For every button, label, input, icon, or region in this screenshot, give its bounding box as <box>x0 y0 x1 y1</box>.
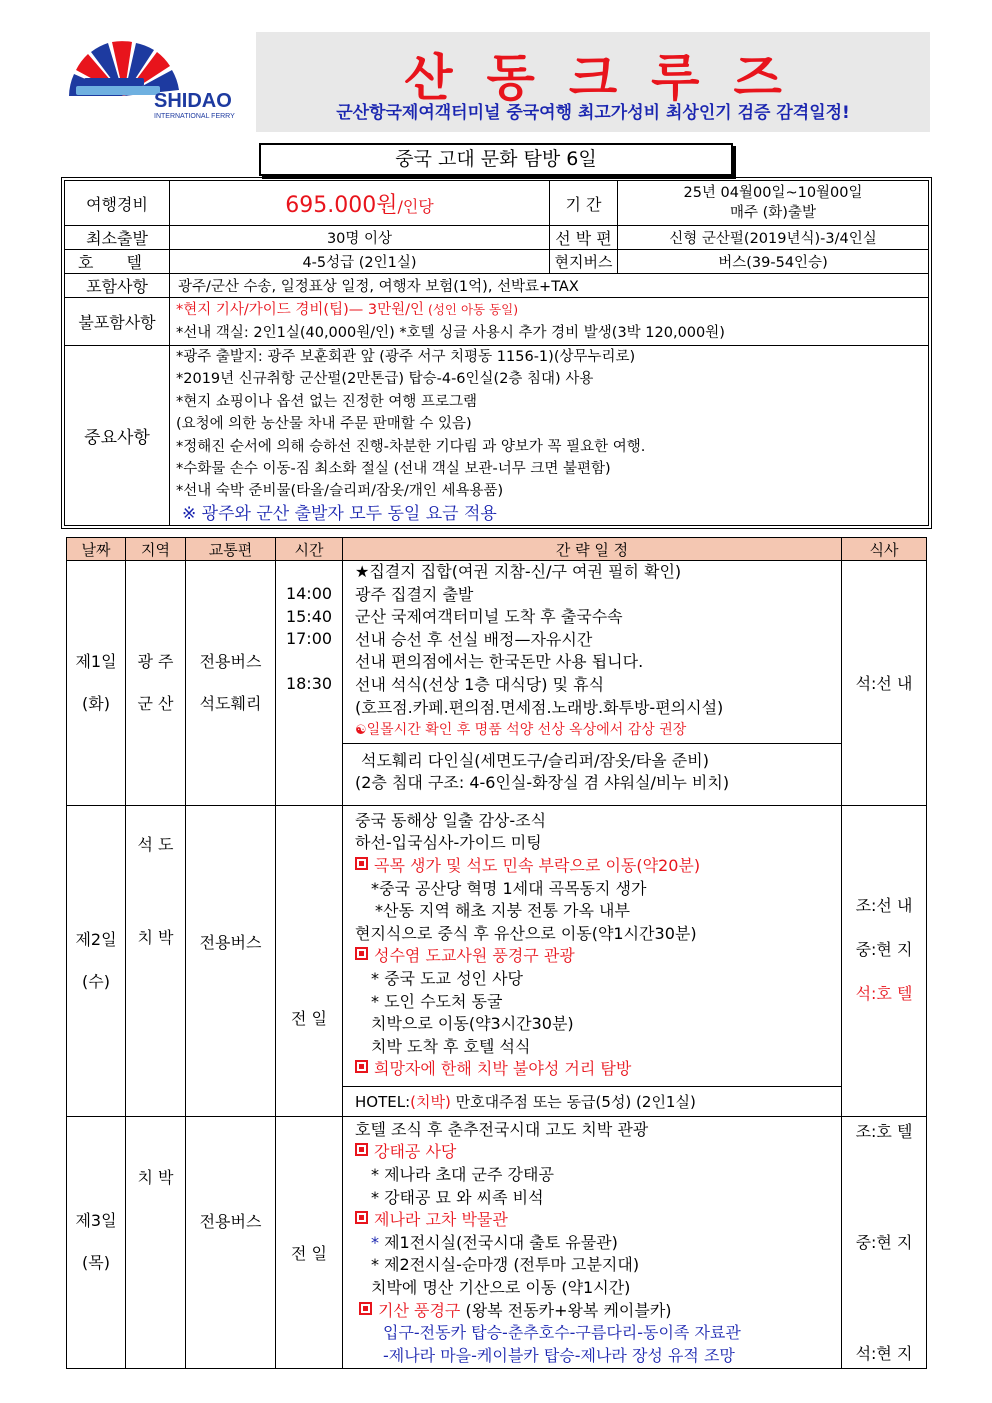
day1-sunset-text: 일몰시간 확인 후 명품 석양 선상 옥상에서 감상 권장 <box>366 722 687 739</box>
day1-line: (호프점.카페.편의점.면세점.노래방.화투방-편의시설) <box>355 697 724 717</box>
day2-highlight <box>355 945 841 968</box>
day1-transport <box>186 561 276 806</box>
day2-line: * 중국 도교 성인 사당 <box>371 968 523 988</box>
day1-line: 광주 집결지 출발 <box>355 584 474 604</box>
day3-line: 호텔 조식 후 춘추전국시대 고도 치박 관광 <box>355 1119 649 1139</box>
col-date: 날짜 <box>67 538 126 561</box>
excl-label: 불포함사항 <box>65 298 170 346</box>
day3-highlight-text: 제나라 고차 박물관 <box>374 1210 508 1230</box>
schedule-table <box>66 537 927 1369</box>
day3-meals <box>842 1116 927 1368</box>
day3-highlight-text: 기산 풍경구 <box>378 1300 461 1320</box>
day2-transport <box>186 805 276 1116</box>
info-row-hotel <box>65 250 929 274</box>
day3-highlight <box>355 1209 841 1232</box>
imp-item: *현지 쇼핑이나 옵션 없는 진정한 여행 프로그램 <box>176 393 478 410</box>
square-bullet-icon <box>359 1302 372 1315</box>
day2-highlight <box>355 1058 841 1081</box>
header-banner <box>256 32 930 132</box>
imp-cell <box>170 346 929 526</box>
day3-date <box>67 1116 126 1368</box>
day3-highlight <box>355 1300 841 1323</box>
incl-value: 광주/군산 수송, 일정표상 일정, 여행자 보험(1억), 선박료+TAX <box>170 274 929 298</box>
logo-text: SHIDAO <box>154 90 232 112</box>
col-transport: 교통편 <box>186 538 276 561</box>
imp-item: *정해진 순서에 의해 승하선 진행-차분한 기다림 과 양보가 꼭 필요한 여행. <box>176 438 646 455</box>
day1-itinerary <box>343 561 842 744</box>
day1-time: 14:00 <box>285 584 333 603</box>
day3-meal: 중:현 지 <box>855 1232 913 1252</box>
day1-times <box>276 561 343 806</box>
day3-highlight-note: (왕복 전동카+왕복 케이블카) <box>460 1300 672 1320</box>
day3-route: -제나라 마을-케이블카 탑승-제나라 장성 유적 조망 <box>383 1345 735 1365</box>
day1-ferry-line: (2층 침대 구조: 4-6인실-화장실 겸 샤워실/비누 비치) <box>355 773 730 793</box>
day2-highlight-text: 희망자에 한해 치박 불야성 거리 탐방 <box>374 1059 632 1079</box>
day2-hotel-name: 만호대주점 또는 동급(5성) (2인1실) <box>450 1092 696 1111</box>
day2-time: 전 일 <box>291 1008 327 1028</box>
excl-line-1 <box>176 298 928 322</box>
square-bullet-icon <box>355 1211 368 1224</box>
day2-line: *산동 지역 해초 지붕 전통 가옥 내부 <box>375 901 630 921</box>
day1-trans-1: 전용버스 <box>199 651 262 671</box>
day2-label: 제2일 <box>75 929 117 949</box>
imp-note: ※ 광주와 군산 출발자 모두 동일 요금 적용 <box>182 503 497 524</box>
day2-hotel-label: HOTEL: <box>355 1092 411 1111</box>
period-dates: 25년 04월00일~10월00일 <box>683 185 863 201</box>
day2-dow: (수) <box>82 971 110 991</box>
day3-region: 치 박 <box>137 1167 174 1187</box>
excl-tip-note: (성인 아동 동일) <box>423 302 519 317</box>
imp-item: *광주 출발지: 광주 보훈회관 앞 (광주 서구 치평동 1156-1)(상무누리로) <box>176 349 636 365</box>
day1-time: 17:00 <box>285 629 333 649</box>
square-bullet-icon <box>355 857 368 870</box>
excl-tip: *현지 기사/가이드 경비(팁)— 3만원/인 <box>176 302 424 318</box>
day3-line: * 제2전시실-순마갱 (전투마 고분지대) <box>371 1255 640 1275</box>
page-title: 산동크루즈 <box>404 49 816 107</box>
sunburst-logo-icon <box>62 38 240 130</box>
day1-line: 선내 편의점에서는 한국돈만 사용 됩니다. <box>355 652 644 672</box>
logo-subtext: INTERNATIONAL FERRY <box>154 113 235 120</box>
day3-meal: 석:현 지 <box>855 1343 913 1363</box>
day2-meal: 중:현 지 <box>855 939 913 959</box>
info-row-included <box>65 274 929 298</box>
excl-line-2: *선내 객실: 2인1실(40,000원/인) *호텔 싱글 사용시 추가 경비 발생(3박 120,000원) <box>176 325 725 341</box>
day2-meals <box>842 805 927 1116</box>
col-itinerary: 간 략 일 정 <box>343 538 842 561</box>
day3-line: * 제나라 초대 군주 강태공 <box>371 1164 554 1184</box>
day3-line: * 강태공 묘 와 씨족 비석 <box>371 1187 544 1207</box>
hotel-label: 호 텔 <box>65 250 170 274</box>
day3-region-cell <box>126 1116 186 1368</box>
day2-date <box>67 805 126 1116</box>
day1-ferry-line: 석도훼리 다인실(세면도구/슬리퍼/잠옷/타올 준비) <box>361 750 709 770</box>
day2-highlight-text: 성수염 도교사원 풍경구 관광 <box>374 946 575 966</box>
day1-sunset <box>355 719 841 743</box>
day1-line: ★집결지 집합(여권 지참-신/구 여권 필히 확인) <box>355 562 682 581</box>
day1-ferry <box>343 743 842 805</box>
day3-highlight <box>355 1141 841 1164</box>
day1-dow: (화) <box>82 693 110 713</box>
imp-item: *선내 숙박 준비물(타올/슬리퍼/잠옷/개인 세욕용품) <box>176 483 504 500</box>
shidao-logo <box>62 38 240 130</box>
bus-label: 현지버스 <box>550 250 618 274</box>
min-label: 최소출발 <box>65 226 170 250</box>
excl-cell <box>170 298 929 346</box>
day3-line <box>355 1232 841 1255</box>
min-value: 30명 이상 <box>170 226 550 250</box>
day3-label: 제3일 <box>75 1211 117 1231</box>
period-weekday: 매주 (화)출발 <box>730 205 816 221</box>
day2-line: 중국 동해상 일출 감상-조식 <box>355 810 547 830</box>
day2-line: 하선-입국심사-가이드 미팅 <box>355 833 542 853</box>
schedule-header-row <box>67 538 927 561</box>
day2-hotel-city: (치박) <box>410 1092 451 1111</box>
day2-region <box>126 805 186 1116</box>
day3-transport <box>186 1116 276 1368</box>
info-row-excluded <box>65 298 929 346</box>
day2-line: 치박 도착 후 호텔 석식 <box>371 1036 531 1056</box>
day3-line-text: 제1전시실(전국시대 출토 유물관) <box>384 1232 618 1252</box>
day2-region-1: 석 도 <box>137 834 174 854</box>
day1-row <box>67 561 927 744</box>
day1-region-2: 군 산 <box>137 693 174 713</box>
day2-line: 현지식으로 중식 후 유산으로 이동(약1시간30분) <box>355 923 697 943</box>
day1-trans-2: 석도훼리 <box>199 693 262 713</box>
day1-meal: 석:선 내 <box>842 561 927 806</box>
day2-line: *중국 공산당 혁명 1세대 곡목동지 생가 <box>371 878 647 898</box>
square-bullet-icon <box>355 1060 368 1073</box>
incl-label: 포함사항 <box>65 274 170 298</box>
day2-hotel <box>343 1086 842 1116</box>
info-table <box>64 180 929 526</box>
price-unit: /인당 <box>397 196 434 216</box>
day2-time-cell <box>276 805 343 1116</box>
day2-itinerary <box>343 805 842 1086</box>
day3-itinerary <box>343 1116 842 1368</box>
day2-line: * 도인 수도처 동굴 <box>371 991 503 1011</box>
day1-line: 선내 석식(선상 1층 대식당) 및 휴식 <box>355 674 605 694</box>
day3-line: 치박에 명산 기산으로 이동 (약1시간) <box>371 1277 631 1297</box>
col-meal: 식사 <box>842 538 927 561</box>
imp-item: *수화물 손수 이동-짐 최소화 절실 (선내 객실 보관-너무 크면 불편함) <box>176 461 611 478</box>
period-label: 기 간 <box>550 181 618 226</box>
page-subtitle: 군산항국제여객터미널 중국여행 최고가성비 최상인기 검증 감격일정! <box>336 103 850 123</box>
day1-region-1: 광 주 <box>137 651 174 671</box>
price-cell <box>170 181 550 226</box>
ship-label: 선 박 편 <box>550 226 618 250</box>
day2-highlight <box>355 855 841 878</box>
day1-date <box>67 561 126 806</box>
imp-item: (요청에 의한 농산물 차내 주문 판매할 수 있음) <box>176 416 472 433</box>
price-value: 695.000원 <box>285 192 398 218</box>
day3-time: 전 일 <box>291 1243 327 1263</box>
day3-dow: (목) <box>82 1253 110 1273</box>
col-time: 시간 <box>276 538 343 561</box>
square-bullet-icon <box>355 1143 368 1156</box>
imp-item: *2019년 신규취항 군산펄(2만톤급) 탑승-4-6인실(2층 침대) 사용 <box>176 371 594 388</box>
day3-time-cell <box>276 1116 343 1368</box>
day2-meal: 조:선 내 <box>855 895 913 915</box>
day3-route: 입구-전동카 탑승-춘추호수-구름다리-동이족 자료관 <box>383 1323 741 1343</box>
day1-label: 제1일 <box>75 651 117 671</box>
day2-line: 치박으로 이동(약3시간30분) <box>371 1014 574 1034</box>
tour-title: 중국 고대 문화 탐방 6일 <box>259 143 733 176</box>
day3-row <box>67 1116 927 1368</box>
sun-icon: ☯ <box>355 723 367 739</box>
day1-line: 군산 국제여객터미널 도착 후 출국수속 <box>355 607 623 627</box>
period-cell <box>618 181 929 226</box>
info-row-important <box>65 346 929 526</box>
day1-time: 15:40 <box>285 606 333 626</box>
day1-region <box>126 561 186 806</box>
day2-trans: 전용버스 <box>199 932 262 952</box>
square-bullet-icon <box>355 947 368 960</box>
day3-highlight-text: 강태공 사당 <box>374 1142 457 1162</box>
day2-meal: 석:호 텔 <box>855 983 913 1003</box>
price-label: 여행경비 <box>65 181 170 226</box>
star-bullet-icon: * <box>371 1232 385 1252</box>
info-row-min <box>65 226 929 250</box>
day2-region-2: 치 박 <box>137 927 174 947</box>
info-row-price <box>65 181 929 226</box>
hotel-value: 4-5성급 (2인1실) <box>170 250 550 274</box>
col-region: 지역 <box>126 538 186 561</box>
day3-trans: 전용버스 <box>199 1211 262 1231</box>
ship-value: 신형 군산펄(2019년식)-3/4인실 <box>618 226 929 250</box>
day1-line: 선내 승선 후 선실 배정—자유시간 <box>355 629 593 649</box>
day2-highlight-text: 곡목 생가 및 석도 민속 부락으로 이동(약20분) <box>374 855 701 875</box>
day3-meal: 조:호 텔 <box>855 1121 913 1141</box>
day2-meal-list <box>842 884 926 1016</box>
imp-label: 중요사항 <box>65 346 170 526</box>
day1-time: 18:30 <box>285 674 333 694</box>
bus-value: 버스(39-54인승) <box>618 250 929 274</box>
day2-row <box>67 805 927 1086</box>
